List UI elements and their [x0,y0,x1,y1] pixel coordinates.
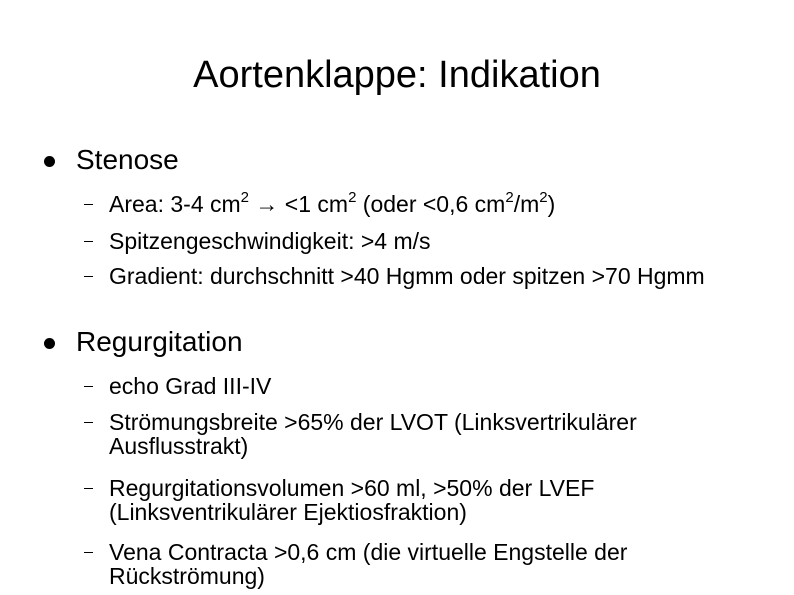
dash-bullet-icon [84,422,93,423]
superscript: 2 [539,189,548,207]
superscript: 2 [505,189,514,207]
stenose-gradient-text: Gradient: durchschnitt >40 Hgmm oder spitzen >70 Hgmm [109,263,705,289]
dash-bullet-icon [84,204,93,205]
regurg-volume-text: Regurgitationsvolumen >60 ml, >50% der LVEF (Linksventrikulärer Ejektiosfraktion) [109,475,595,525]
superscript: 2 [240,189,249,207]
area-paren-text: (oder <0,6 cm [356,191,506,217]
regurg-width-text: Strömungsbreite >65% der LVOT (Linksvertrikulärer Ausflusstrakt) [109,409,637,459]
dash-bullet-icon [84,386,93,387]
section-heading-stenose: Stenose [76,144,179,175]
dash-bullet-icon [84,552,93,553]
superscript: 2 [348,189,357,207]
dash-bullet-icon [84,241,93,242]
area-close-text: ) [547,191,556,217]
stenose-velocity-text: Spitzengeschwindigkeit: >4 m/s [109,228,431,254]
section-heading-regurgitation: Regurgitation [76,326,243,357]
regurg-vena-contracta-text: Vena Contracta >0,6 cm (die virtuelle Engstelle der Rückströmung) [109,539,628,589]
regurg-grade-text: echo Grad III-IV [109,373,272,399]
area-label: Area: 3-4 cm [109,191,241,217]
slide-title: Aortenklappe: Indikation [193,54,601,96]
dash-bullet-icon [84,488,93,489]
dash-bullet-icon [84,276,93,277]
stenose-area-text [109,189,709,217]
area-slash-text: /m [513,191,540,217]
bullet-dot-icon [44,338,55,349]
area-arrow-text: → <1 cm [249,191,349,217]
bullet-dot-icon [44,156,55,167]
